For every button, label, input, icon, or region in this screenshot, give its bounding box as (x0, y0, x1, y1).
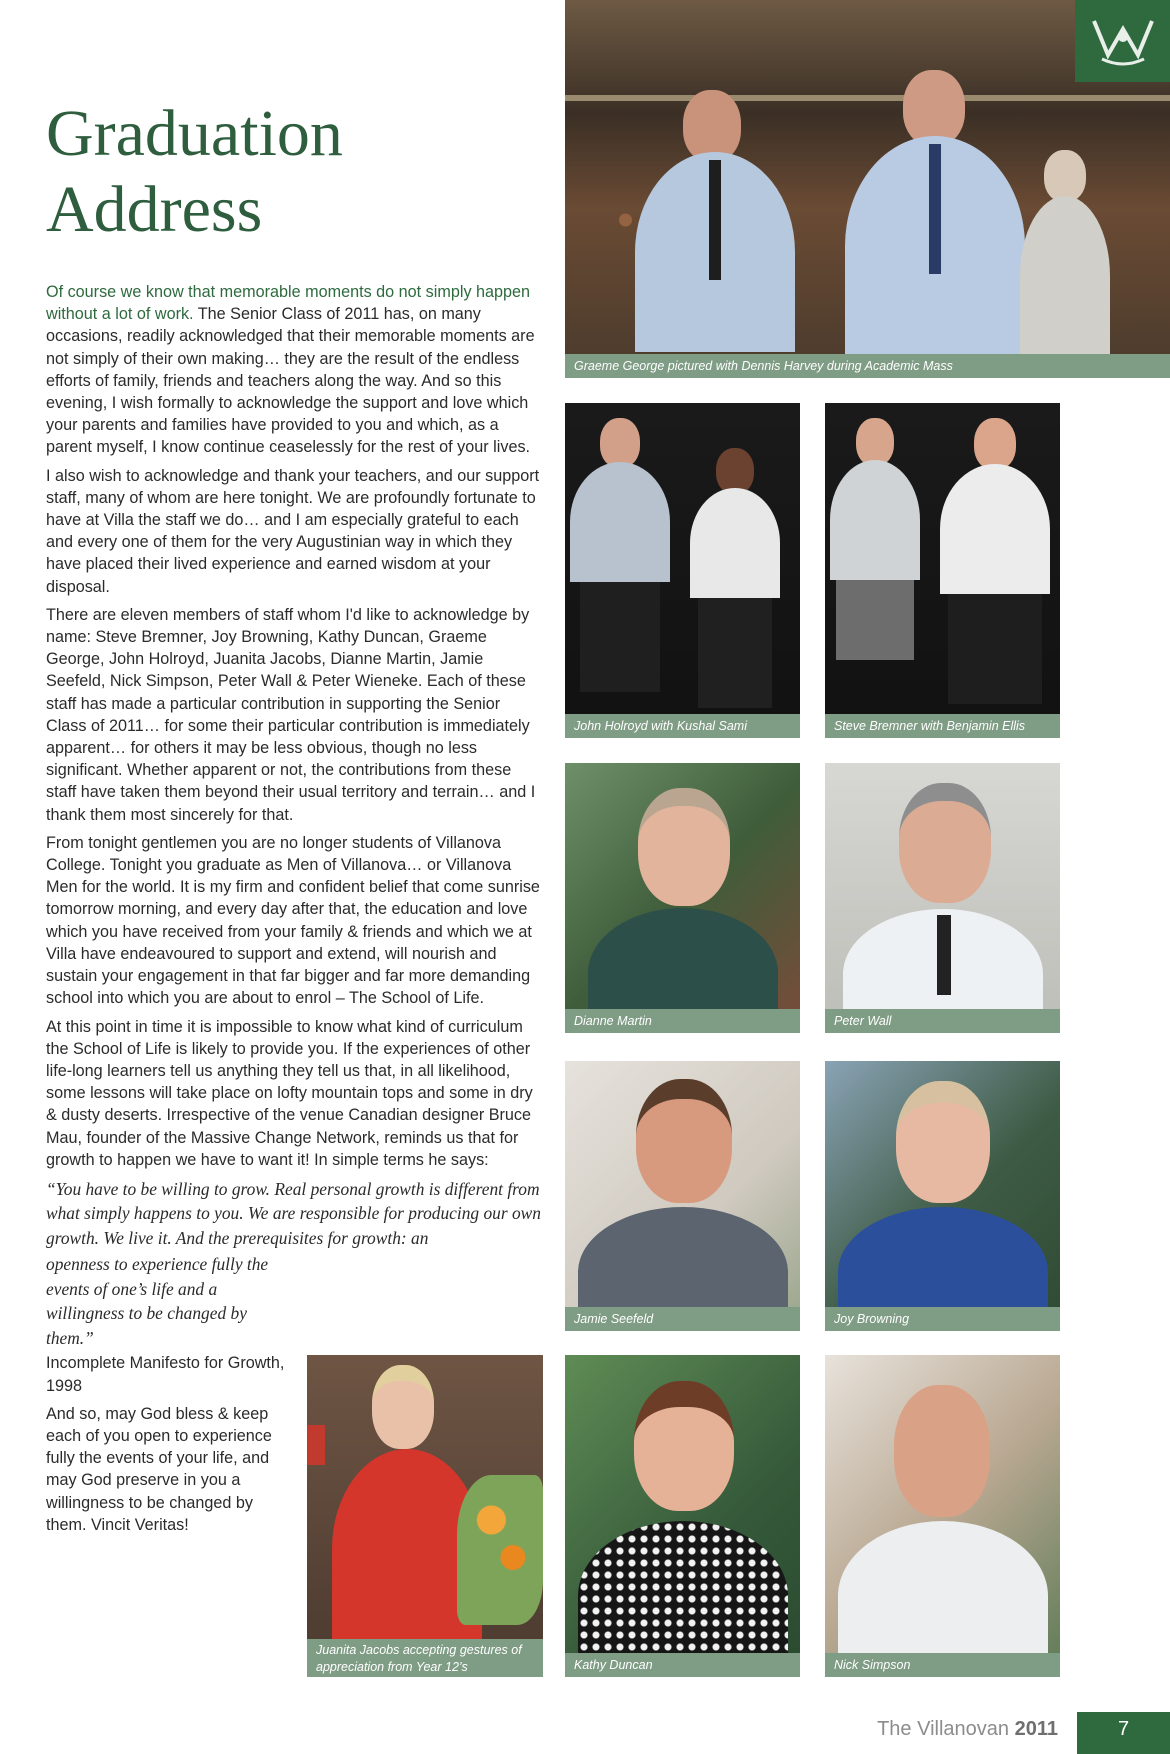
photo-seefeld (565, 1061, 800, 1331)
man-right (845, 70, 1025, 350)
page-title (46, 96, 526, 248)
lead-sentence: Of course we know that memorable moments do not simply happen without a lot of work. (46, 283, 531, 324)
article-body (46, 281, 542, 1542)
quote-wide: “You have to be willing to grow. Real personal growth is different from what simply happens to you. We are responsible for producing our own growth. We live it. And the prerequisites for growth: an (46, 1178, 541, 1248)
caption-seefeld: Jamie Seefeld (565, 1307, 800, 1331)
publication-year: 2011 (1014, 1718, 1058, 1740)
title-line-2: Address (46, 173, 263, 246)
quote-source: Incomplete Manifesto for Growth, 1998 (46, 1354, 285, 1395)
college-logo (1075, 0, 1170, 82)
woman-right (1020, 150, 1110, 350)
paragraph-1 (46, 281, 542, 459)
portrait-martin (588, 788, 778, 1018)
portrait-seefeld (578, 1079, 788, 1329)
flower-bouquet (457, 1475, 543, 1625)
photo-holroyd (565, 403, 800, 738)
caption-martin: Dianne Martin (565, 1009, 800, 1033)
logo-shield-icon (1092, 15, 1154, 67)
photo-duncan (565, 1355, 800, 1677)
portrait-duncan (578, 1381, 788, 1671)
photo-jacobs (307, 1355, 543, 1677)
caption-simpson: Nick Simpson (825, 1653, 1060, 1677)
photo-simpson (825, 1355, 1060, 1677)
paragraph-4: From tonight gentlemen you are no longer students of Villanova College. Tonight you graduate as Men of Villanova… or Villanova Men for the world. It is my firm and confident belief that come sunrise tomorrow morning, and every day after that, the education and love which you have received from your family & friends and which we at Villa have endeavoured to support and extend, will nourish and sustain your engagement in that far bigger and far more demanding school into which you are about to enrol – The School of Life. (46, 833, 540, 1008)
figure-holroyd (570, 418, 670, 718)
paragraph-1-rest: The Senior Class of 2011 has, on many occasions, readily acknowledged that their memorable moments are not simply of their own making… they are the result of the endless efforts of family, friends and teachers along the way. And so this evening, I wish formally to acknowledge the support and love which your parents and families have provided to you and which, as a parent myself, I know continue ceaselessly for the rest of your lives. (46, 305, 535, 457)
portrait-browning (838, 1081, 1048, 1331)
quote-narrow: openness to experience fully the events of one’s life and a willingness to be changed by them.” (46, 1254, 269, 1348)
figure-ellis (830, 418, 920, 718)
portrait-simpson (838, 1385, 1048, 1675)
man-left (635, 90, 795, 350)
photo-browning (825, 1061, 1060, 1331)
photo-wall (825, 763, 1060, 1033)
caption-bremner: Steve Bremner with Benjamin Ellis (825, 714, 1060, 738)
caption-jacobs: Juanita Jacobs accepting gestures of appreciation from Year 12’s (307, 1639, 543, 1677)
fire-door-sign (307, 1425, 325, 1465)
caption-browning: Joy Browning (825, 1307, 1060, 1331)
paragraph-5: At this point in time it is impossible to know what kind of curriculum the School of Life is likely to provide you. If the experiences of other life-long learners tell us anything they tell us that, in all likelihood, some lessons will take place on lofty mountain tops and some in dry & dusty deserts. Irrespective of the venue Canadian designer Bruce Mau, founder of the Massive Change Network, reminds us that for growth to happen we have to want it! In simple terms he says: (46, 1017, 533, 1169)
page-number: 7 (1117, 1718, 1130, 1740)
footer-publication (860, 1718, 1058, 1741)
publication-name: The Villanovan (877, 1718, 1010, 1740)
title-line-1: Graduation (46, 97, 343, 170)
caption-wall: Peter Wall (825, 1009, 1060, 1033)
caption-holroyd: John Holroyd with Kushal Sami (565, 714, 800, 738)
paragraph-2: I also wish to acknowledge and thank your teachers, and our support staff, many of whom are here tonight. We are profoundly fortunate to have at Villa the staff we do… and I am especially grateful to each and every one of them for the very Augustinian way in which they have placed their lived experience and earned wisdom at your disposal. (46, 466, 540, 596)
caption-duncan: Kathy Duncan (565, 1653, 800, 1677)
portrait-wall (843, 783, 1043, 1023)
photo-bremner (825, 403, 1060, 738)
figure-sami (690, 448, 780, 718)
paragraph-3: There are eleven members of staff whom I'd like to acknowledge by name: Steve Bremner, Joy Browning, Kathy Duncan, Graeme George, John Holroyd, Juanita Jacobs, Dianne Martin, Jamie Seefeld, Nick Simpson, Peter Wall & Peter Wieneke. Each of these staff has made a particular contribution in supporting the Senior Class of 2011… for some their particular contribution is immediately apparent… for others it may be less obvious, though no less significant. Whether apparent or not, the contributions from these staff have taken them beyond their usual territory and terrain… and I thank them most sincerely for that. (46, 605, 536, 824)
closing-paragraph: And so, may God bless & keep each of you open to experience fully the events of your life, and may God preserve in you a willingness to be changed by them. Vincit Veritas! (46, 1404, 272, 1534)
photo-martin (565, 763, 800, 1033)
caption-top: Graeme George pictured with Dennis Harvey during Academic Mass (565, 354, 1170, 378)
figure-bremner (940, 418, 1050, 718)
